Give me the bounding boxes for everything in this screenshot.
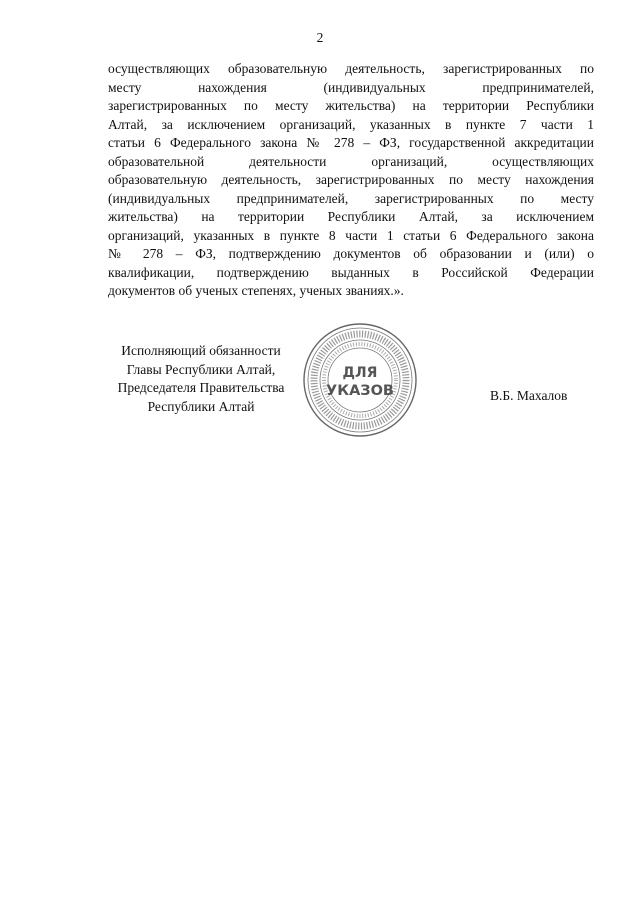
body-line: (индивидуальных предпринимателей, зарегистрированных по месту bbox=[108, 190, 594, 206]
body-paragraph bbox=[108, 60, 594, 301]
body-line: осуществляющих образовательную деятельность, зарегистрированных по bbox=[108, 61, 594, 76]
body-line: образовательную деятельность, зарегистрированных по месту нахождения bbox=[108, 172, 594, 187]
body-line: образовательной деятельности организаций, осуществляющих bbox=[108, 153, 594, 169]
signatory-title-line: Председателя Правительства bbox=[117, 380, 285, 395]
body-line: статьи 6 Федерального закона № 278 – ФЗ, государственной аккредитации bbox=[108, 135, 594, 150]
signatory-title-line: Главы Республики Алтай, bbox=[126, 361, 276, 377]
body-line: жительства) на территории Республики Алтай, за исключением bbox=[108, 209, 594, 224]
body-line: месту нахождения (индивидуальных предпринимателей, bbox=[108, 79, 594, 95]
body-line: квалификации, подтверждению выданных в Российской Федерации bbox=[108, 264, 594, 280]
signatory-name: В.Б. Махалов bbox=[490, 388, 568, 403]
stamp-text-line2: УКАЗОВ bbox=[326, 383, 394, 399]
signatory-title bbox=[108, 342, 294, 416]
stamp-seal-icon bbox=[302, 322, 418, 438]
signatory-title-line: Республики Алтай bbox=[147, 398, 255, 414]
body-line: Алтай, за исключением организаций, указанных в пункте 7 части 1 bbox=[108, 116, 594, 132]
signatory-title-line: Исполняющий обязанности bbox=[121, 343, 281, 358]
page-number: 2 bbox=[316, 30, 324, 45]
body-line: организаций, указанных в пункте 8 части 1 статьи 6 Федерального закона bbox=[108, 227, 594, 243]
body-line: № 278 – ФЗ, подтверждению документов об образовании и (или) о bbox=[108, 246, 594, 261]
stamp-text-line1: ДЛЯ bbox=[342, 365, 378, 381]
body-line: документов об ученых степенях, ученых званиях.». bbox=[108, 283, 404, 298]
official-stamp bbox=[302, 322, 418, 438]
body-line: зарегистрированных по месту жительства) на территории Республики bbox=[108, 98, 594, 113]
